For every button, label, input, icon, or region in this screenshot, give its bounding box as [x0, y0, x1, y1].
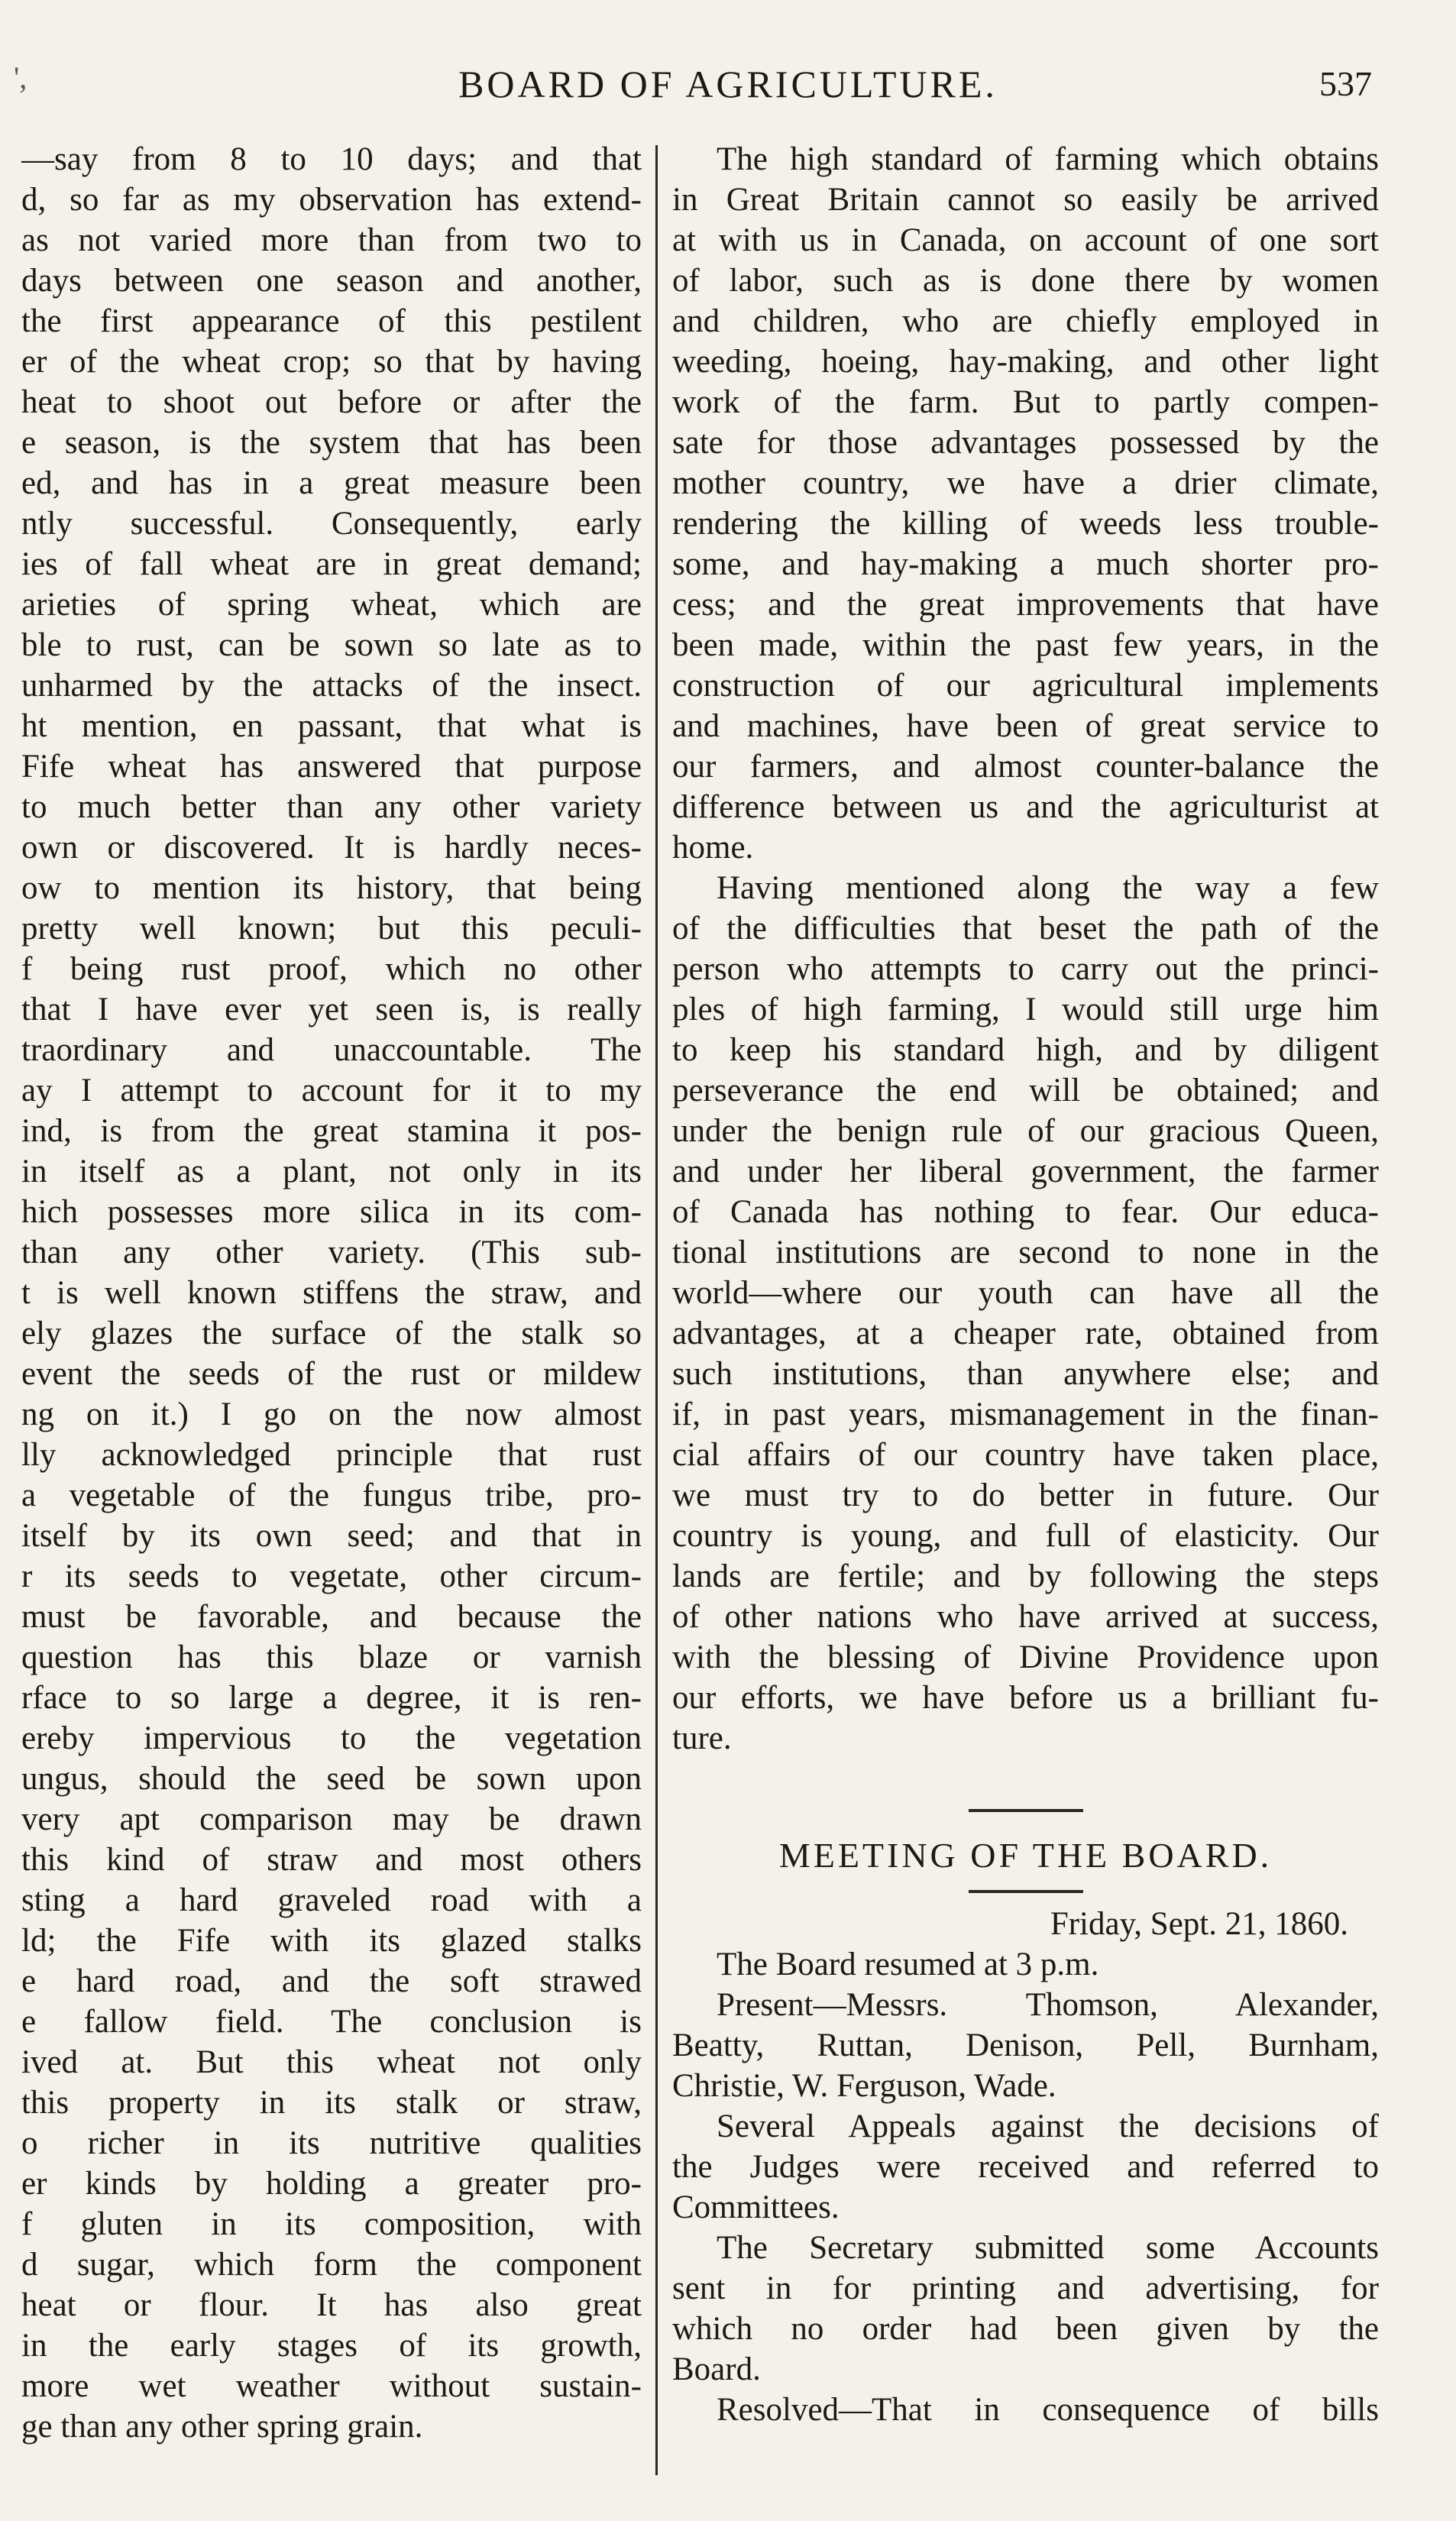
text-line: unharmed by the attacks of the insect.: [21, 668, 642, 704]
text-line: construction of our agricultural implements: [672, 668, 1379, 704]
text-line: ow to mention its history, that being: [21, 870, 642, 906]
text-line: sate for those advantages possessed by the: [672, 425, 1379, 461]
section-heading: MEETING OF THE BOARD.: [778, 1836, 1273, 1875]
text-line: pretty well known; but this peculi-: [21, 911, 642, 947]
text-line: —say from 8 to 10 days; and that: [21, 141, 642, 177]
text-line: The Secretary submitted some Accounts: [717, 2230, 1379, 2266]
page-number: 537: [1319, 64, 1372, 103]
text-line: of Canada has nothing to fear. Our educa-: [672, 1194, 1379, 1230]
text-line: er of the wheat crop; so that by having: [21, 344, 642, 380]
text-line: country is young, and full of elasticity. Our: [672, 1518, 1379, 1554]
text-line: person who attempts to carry out the princi-: [672, 951, 1379, 987]
text-line: ived at. But this wheat not only: [21, 2044, 642, 2080]
text-line: Having mentioned along the way a few: [717, 870, 1379, 906]
text-line: the Judges were received and referred to: [672, 2149, 1379, 2185]
text-line: and under her liberal government, the farmer: [672, 1154, 1379, 1189]
text-line: we must try to do better in future. Our: [672, 1477, 1379, 1513]
text-line: ble to rust, can be sown so late as to: [21, 627, 642, 663]
text-line: this property in its stalk or straw,: [21, 2085, 642, 2121]
paragraph-appeals: [672, 2106, 1379, 2228]
text-line: cess; and the great improvements that have: [672, 587, 1379, 623]
text-line: heat or flour. It has also great: [21, 2287, 642, 2323]
text-line: been made, within the past few years, in the: [672, 627, 1379, 663]
text-line: as not varied more than from two to: [21, 222, 642, 258]
text-line: in Great Britain cannot so easily be arrived: [672, 182, 1379, 218]
text-line: itself by its own seed; and that in: [21, 1518, 642, 1554]
text-line: ntly successful. Consequently, early: [21, 506, 642, 542]
text-line: mother country, we have a drier climate,: [672, 465, 1379, 501]
text-line: perseverance the end will be obtained; and: [672, 1073, 1379, 1108]
text-line: must be favorable, and because the: [21, 1599, 642, 1635]
page-title: BOARD OF AGRICULTURE.: [458, 63, 998, 105]
text-line: of the difficulties that beset the path of the: [672, 911, 1379, 947]
text-line: ind, is from the great stamina it pos-: [21, 1113, 642, 1149]
text-line: which no order had been given by the: [672, 2311, 1379, 2347]
paragraph-resumed: [672, 1944, 1379, 1985]
text-line: hich possesses more silica in its com-: [21, 1194, 642, 1230]
column-divider: [655, 145, 658, 2475]
text-line: ples of high farming, I would still urge him: [672, 992, 1379, 1027]
text-line: rface to so large a degree, it is ren-: [21, 1680, 642, 1716]
text-line: Present—Messrs. Thomson, Alexander,: [717, 1987, 1379, 2023]
page-header: [0, 53, 1456, 115]
text-line: e hard road, and the soft strawed: [21, 1963, 642, 1999]
text-line: question has this blaze or varnish: [21, 1639, 642, 1675]
text-line: very apt comparison may be drawn: [21, 1801, 642, 1837]
text-line: d sugar, which form the component: [21, 2247, 642, 2283]
text-line: f gluten in its composition, with: [21, 2206, 642, 2242]
text-line: under the benign rule of our gracious Queen,: [672, 1113, 1379, 1149]
paragraph-difficulties: [672, 868, 1379, 1759]
text-line: ely glazes the surface of the stalk so: [21, 1316, 642, 1351]
text-line: world—where our youth can have all the: [672, 1275, 1379, 1311]
text-line: more wet weather without sustain-: [21, 2368, 642, 2404]
text-line: Board.: [672, 2351, 761, 2387]
text-line: in the early stages of its growth,: [21, 2328, 642, 2364]
text-line: The high standard of farming which obtains: [717, 141, 1379, 177]
text-line: home.: [672, 830, 754, 866]
paragraph-accounts: [672, 2228, 1379, 2390]
right-column: [672, 139, 1379, 2430]
text-line: Beatty, Ruttan, Denison, Pell, Burnham,: [672, 2027, 1379, 2063]
text-line: ge than any other spring grain.: [21, 2409, 423, 2445]
text-line: and machines, have been of great service to: [672, 708, 1379, 744]
left-column: [21, 139, 642, 2447]
text-line: ay I attempt to account for it to my: [21, 1073, 642, 1108]
text-line: er kinds by holding a greater pro-: [21, 2166, 642, 2202]
text-line: weeding, hoeing, hay-making, and other light: [672, 344, 1379, 380]
text-line: ereby impervious to the vegetation: [21, 1720, 642, 1756]
text-line: some, and hay-making a much shorter pro-: [672, 546, 1379, 582]
text-line: arieties of spring wheat, which are: [21, 587, 642, 623]
text-line: to much better than any other variety: [21, 789, 642, 825]
text-line: and children, who are chiefly employed in: [672, 303, 1379, 339]
text-line: heat to shoot out before or after the: [21, 384, 642, 420]
text-line: of labor, such as is done there by women: [672, 263, 1379, 299]
text-line: lly acknowledged principle that rust: [21, 1437, 642, 1473]
text-line: advantages, at a cheaper rate, obtained from: [672, 1316, 1379, 1351]
text-line: our farmers, and almost counter-balance the: [672, 749, 1379, 785]
text-line: f being rust proof, which no other: [21, 951, 642, 987]
text-line: Several Appeals against the decisions of: [717, 2108, 1379, 2144]
text-line: ungus, should the seed be sown upon: [21, 1761, 642, 1797]
text-line: traordinary and unaccountable. The: [21, 1032, 642, 1068]
text-line: sting a hard graveled road with a: [21, 1882, 642, 1918]
meeting-dateline: Friday, Sept. 21, 1860.: [1050, 1906, 1348, 1942]
text-line: Fife wheat has answered that purpose: [21, 749, 642, 785]
text-line: our efforts, we have before us a brilliant fu-: [672, 1680, 1379, 1716]
text-line: ies of fall wheat are in great demand;: [21, 546, 642, 582]
text-line: ed, and has in a great measure been: [21, 465, 642, 501]
corner-mark: ',: [14, 60, 28, 95]
text-line: Committees.: [672, 2189, 840, 2225]
paragraph-resolved: [672, 2390, 1379, 2430]
text-line: cial affairs of our country have taken place,: [672, 1437, 1379, 1473]
text-line: if, in past years, mismanagement in the finan-: [672, 1396, 1379, 1432]
text-line: rendering the killing of weeds less trouble-: [672, 506, 1379, 542]
text-line: Resolved—That in consequence of bills: [717, 2392, 1379, 2428]
text-line: ng on it.) I go on the now almost: [21, 1396, 642, 1432]
paragraph-farming-standard: [672, 139, 1379, 868]
text-line: own or discovered. It is hardly neces-: [21, 830, 642, 866]
text-line: e season, is the system that has been: [21, 425, 642, 461]
text-line: t is well known stiffens the straw, and: [21, 1275, 642, 1311]
text-line: r its seeds to vegetate, other circum-: [21, 1558, 642, 1594]
text-line: difference between us and the agriculturist at: [672, 789, 1379, 825]
text-line: ld; the Fife with its glazed stalks: [21, 1923, 642, 1959]
text-line: lands are fertile; and by following the steps: [672, 1558, 1379, 1594]
text-line: in itself as a plant, not only in its: [21, 1154, 642, 1189]
text-line: at with us in Canada, on account of one sort: [672, 222, 1379, 258]
text-line: such institutions, than anywhere else; and: [672, 1356, 1379, 1392]
text-line: than any other variety. (This sub-: [21, 1235, 642, 1270]
text-line: The Board resumed at 3 p.m.: [717, 1947, 1099, 1982]
text-line: d, so far as my observation has extend-: [21, 182, 642, 218]
text-line: a vegetable of the fungus tribe, pro-: [21, 1477, 642, 1513]
text-line: e fallow field. The conclusion is: [21, 2004, 642, 2040]
text-line: o richer in its nutritive qualities: [21, 2125, 642, 2161]
text-line: days between one season and another,: [21, 263, 642, 299]
text-line: event the seeds of the rust or mildew: [21, 1356, 642, 1392]
text-line: that I have ever yet seen is, is really: [21, 992, 642, 1027]
paragraph-present: [672, 1985, 1379, 2106]
text-line: work of the farm. But to partly compen-: [672, 384, 1379, 420]
text-line: to keep his standard high, and by diligent: [672, 1032, 1379, 1068]
text-line: sent in for printing and advertising, for: [672, 2270, 1379, 2306]
text-line: ture.: [672, 1720, 732, 1756]
text-line: Christie, W. Ferguson, Wade.: [672, 2068, 1056, 2104]
text-line: with the blessing of Divine Providence upon: [672, 1639, 1379, 1675]
text-line: of other nations who have arrived at success,: [672, 1599, 1379, 1635]
text-line: this kind of straw and most others: [21, 1842, 642, 1878]
text-line: the first appearance of this pestilent: [21, 303, 642, 339]
text-line: tional institutions are second to none in the: [672, 1235, 1379, 1270]
text-line: ht mention, en passant, that what is: [21, 708, 642, 744]
